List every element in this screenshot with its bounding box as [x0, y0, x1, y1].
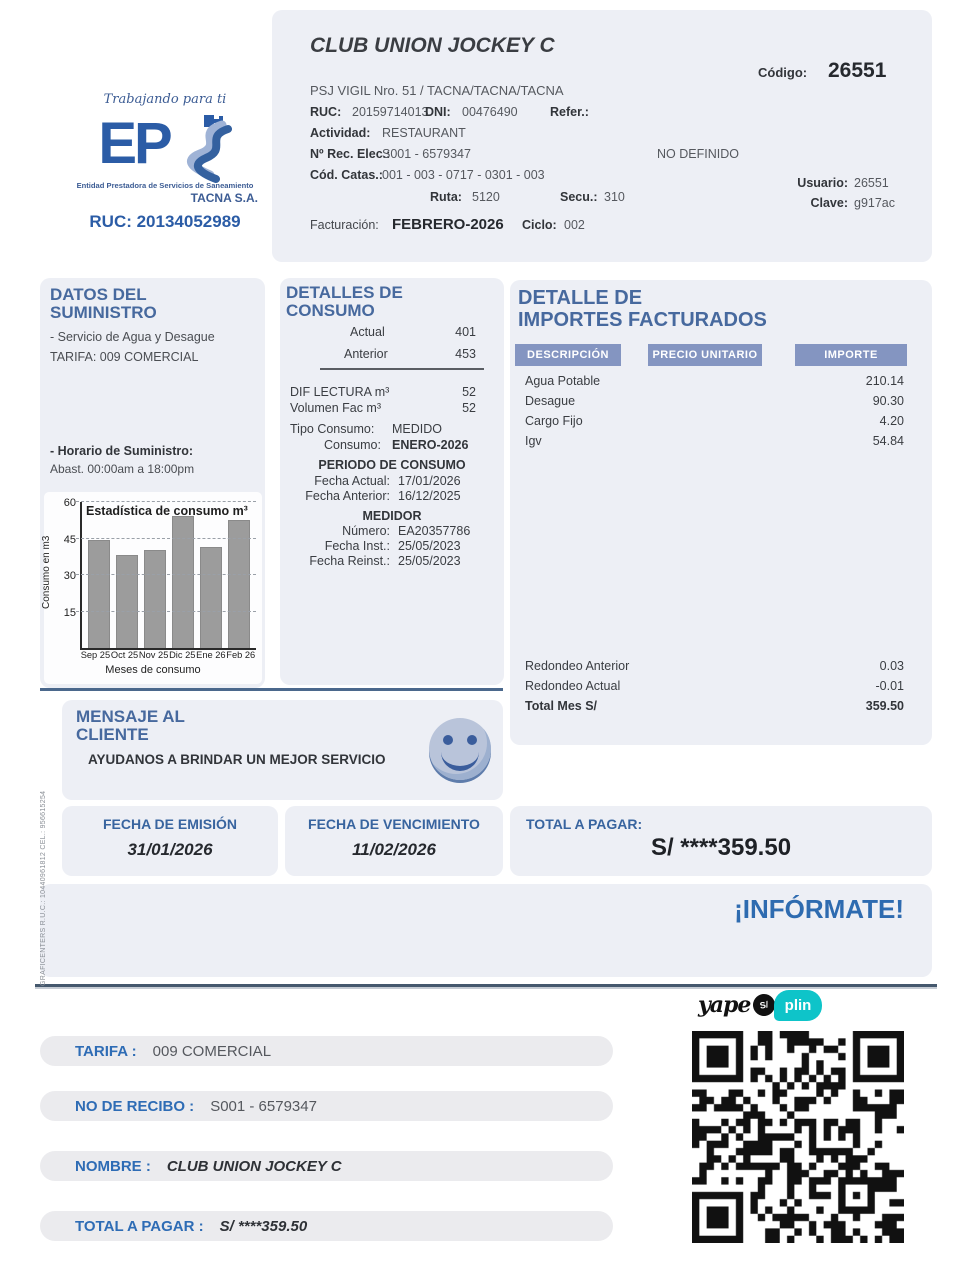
- brand-ruc: RUC: 20134052989: [89, 212, 241, 231]
- chart-y-tick-label: 30: [63, 570, 76, 582]
- printer-credit-text: GRAFICENTERS R.U.C.: 10440961812 CEL.: 956615254: [40, 790, 47, 986]
- smiley-face-icon: [429, 718, 491, 780]
- consumption-chart: [41, 492, 262, 684]
- footer-row-recibo: [40, 1091, 613, 1121]
- dif-value: 52: [462, 385, 476, 399]
- footer-row-value: 009 COMERCIAL: [152, 1042, 272, 1060]
- chart-ylabel: Consumo en m3: [41, 535, 52, 609]
- footer-row-value: CLUB UNION JOCKEY C: [166, 1157, 342, 1175]
- usuario-value: 26551: [854, 176, 889, 190]
- footer-row-label: TARIFA :: [75, 1042, 137, 1060]
- plin-logo-text: plin: [784, 997, 812, 1014]
- chart-bar-ene-26: [200, 547, 222, 648]
- redondeo-actual-label: Redondeo Actual: [525, 679, 621, 693]
- fecha-actual-value: 17/01/2026: [398, 474, 461, 488]
- smiley-mouth: [441, 744, 479, 771]
- yape-badge-icon: S/: [752, 992, 777, 1017]
- fecha-inst-value: 25/05/2023: [398, 539, 461, 553]
- eps-logo: [58, 109, 272, 187]
- brand-subtitle: Entidad Prestadora de Servicios de Saneamiento: [76, 181, 254, 190]
- chart-x-tick-label: Oct 25: [110, 650, 139, 660]
- footer-row-tarifa: [40, 1036, 613, 1066]
- ciclo-value: 002: [564, 218, 585, 232]
- fecha-emision-value: 31/01/2026: [127, 840, 213, 859]
- mensaje-text: AYUDANOS A BRINDAR UN MEJOR SERVICIO: [88, 752, 386, 767]
- tarifa-text: TARIFA: 009 COMERCIAL: [50, 350, 199, 364]
- no-definido-text: NO DEFINIDO: [657, 147, 739, 161]
- tipo-value: MEDIDO: [392, 422, 442, 436]
- footer-row-value: S001 - 6579347: [210, 1097, 317, 1115]
- redondeo-anterior-label: Redondeo Anterior: [525, 659, 630, 673]
- chart-bar-sep-25: [88, 540, 110, 648]
- col-header-importe: IMPORTE: [795, 344, 907, 366]
- fecha-vencimiento-panel: [285, 806, 503, 876]
- numero-label: Número:: [342, 524, 390, 538]
- yape-logo: [698, 992, 775, 1018]
- customer-address: PSJ VIGIL Nro. 51 / TACNA/TACNA/TACNA: [310, 83, 564, 98]
- eps-river-icon: [170, 109, 232, 190]
- rec-elec-value: S001 - 6579347: [382, 147, 471, 161]
- suministro-panel: [40, 278, 265, 688]
- cod-catas-value: 001 - 003 - 0717 - 0301 - 003: [382, 168, 545, 182]
- dif-label: DIF LECTURA m³: [290, 385, 390, 399]
- horario-value: Abast. 00:00am a 18:00pm: [50, 462, 195, 476]
- vol-label: Volumen Fac m³: [290, 401, 382, 415]
- chart-xlabel: Meses de consumo: [105, 664, 201, 676]
- consumo-panel: [280, 278, 504, 685]
- fecha-reinst-label: Fecha Reinst.:: [309, 554, 390, 568]
- table-row-value: 210.14: [865, 374, 904, 388]
- refer-label: Refer.:: [550, 105, 589, 119]
- table-row-label: Desague: [525, 394, 576, 408]
- total-a-pagar-panel: [510, 806, 932, 876]
- table-row-value: 54.84: [872, 434, 904, 448]
- eps-logo-block: [58, 92, 272, 232]
- cod-catas-label: Cód. Catas.:: [310, 168, 383, 182]
- anterior-label: Anterior: [344, 347, 388, 361]
- chart-bar-nov-25: [144, 550, 166, 648]
- chart-x-tick-labels: [80, 650, 256, 660]
- table-row-label: Cargo Fijo: [525, 414, 583, 428]
- total-mes-label: Total Mes S/: [525, 699, 598, 713]
- codigo-label: Código:: [758, 65, 808, 80]
- col-header-descripcion: DESCRIPCIÓN: [515, 344, 621, 366]
- informate-panel: [40, 884, 932, 977]
- consumo-mes-label: Consumo:: [324, 438, 381, 452]
- fecha-emision-label: FECHA DE EMISIÓN: [102, 816, 238, 832]
- fecha-vencimiento-label: FECHA DE VENCIMIENTO: [308, 816, 480, 832]
- ruc-label: RUC:: [310, 105, 342, 119]
- ruta-value: 5120: [472, 190, 500, 204]
- informate-text: ¡INFÓRMATE!: [734, 894, 904, 924]
- dni-label: DNI:: [425, 105, 451, 119]
- header-panel: [272, 10, 932, 262]
- chart-x-tick-label: Ene 26: [196, 650, 226, 660]
- anterior-value: 453: [455, 347, 476, 361]
- chart-x-tick-label: Dic 25: [169, 650, 196, 660]
- chart-x-tick-label: Feb 26: [226, 650, 256, 660]
- eps-logo-text: EP: [98, 111, 170, 176]
- footer-separator: [35, 984, 937, 987]
- fecha-anterior-value: 16/12/2025: [398, 489, 461, 503]
- medidor-title: MEDIDOR: [362, 509, 422, 523]
- footer-row-total: [40, 1211, 613, 1241]
- redondeo-anterior-value: 0.03: [879, 659, 904, 673]
- importes-title: DETALLE DE IMPORTES FACTURADOS: [518, 287, 767, 331]
- chart-plot-area: [63, 497, 256, 650]
- chart-y-tick-label: 15: [63, 606, 76, 619]
- payment-qr-code: [692, 1031, 904, 1243]
- horario-label: - Horario de Suministro:: [50, 444, 194, 458]
- ruc-value: 20159714013: [352, 105, 429, 119]
- clave-label: Clave:: [810, 196, 848, 210]
- customer-name: CLUB UNION JOCKEY C: [310, 34, 555, 57]
- chart-gridline: [76, 611, 256, 612]
- chart-bar-oct-25: [116, 555, 138, 648]
- table-row-value: 90.30: [872, 394, 904, 408]
- facturacion-label: Facturación:: [310, 218, 379, 232]
- clave-value: g917ac: [854, 196, 896, 210]
- ciclo-label: Ciclo:: [522, 218, 557, 232]
- footer-row-nombre: [40, 1151, 613, 1181]
- consumo-title: DETALLES DE CONSUMO: [286, 283, 403, 321]
- chart-y-tick-label: 45: [63, 533, 76, 546]
- footer-row-label: NO DE RECIBO :: [75, 1097, 195, 1115]
- footer-row-label: TOTAL A PAGAR :: [75, 1217, 204, 1235]
- yape-logo-text: yape: [698, 992, 751, 1018]
- periodo-title: PERIODO DE CONSUMO: [318, 458, 466, 472]
- footer-row-value: S/ ****359.50: [219, 1217, 308, 1235]
- fecha-inst-label: Fecha Inst.:: [324, 539, 390, 553]
- chart-bars: [82, 502, 256, 648]
- facturacion-value: FEBRERO-2026: [392, 216, 504, 233]
- total-a-pagar-label: TOTAL A PAGAR:: [526, 816, 643, 832]
- chart-gridline: [76, 574, 256, 575]
- actividad-value: RESTAURANT: [382, 126, 466, 140]
- mensaje-panel: [62, 700, 503, 800]
- suministro-title: DATOS DEL SUMINISTRO: [50, 285, 157, 323]
- chart-gridline: [76, 538, 256, 539]
- tipo-label: Tipo Consumo:: [290, 422, 375, 436]
- table-row-label: Igv: [525, 434, 542, 448]
- total-mes-value: 359.50: [865, 699, 904, 713]
- chart-gridline: [76, 501, 256, 502]
- total-a-pagar-value: S/ ****359.50: [650, 834, 792, 861]
- chart-x-tick-label: Sep 25: [80, 650, 111, 660]
- brand-slogan: Trabajando para ti: [103, 92, 227, 107]
- codigo-value: 26551: [828, 59, 887, 82]
- redondeo-actual-value: -0.01: [875, 679, 904, 693]
- mensaje-title: MENSAJE AL CLIENTE: [76, 707, 185, 745]
- fecha-reinst-value: 25/05/2023: [398, 554, 461, 568]
- servicio-text: - Servicio de Agua y Desague: [50, 330, 215, 344]
- fecha-emision-panel: [62, 806, 278, 876]
- actual-label: Actual: [350, 325, 385, 339]
- consumo-mes-value: ENERO-2026: [392, 438, 469, 452]
- ruta-label: Ruta:: [430, 190, 462, 204]
- fecha-vencimiento-value: 11/02/2026: [352, 840, 436, 859]
- brand-company: TACNA S.A.: [190, 191, 258, 205]
- secu-label: Secu.:: [560, 190, 598, 204]
- rec-elec-label: Nº Rec. Elec.:: [310, 147, 391, 161]
- actual-value: 401: [455, 325, 476, 339]
- table-row-label: Agua Potable: [525, 374, 601, 388]
- chart-y-tick-label: 60: [63, 497, 76, 509]
- lectura-divider: [320, 368, 484, 370]
- chart-x-tick-label: Nov 25: [138, 650, 169, 660]
- footer-row-label: NOMBRE :: [75, 1157, 151, 1175]
- fecha-actual-label: Fecha Actual:: [314, 474, 390, 488]
- chart-bar-feb-26: [228, 520, 250, 648]
- importes-panel: [510, 280, 932, 745]
- usuario-label: Usuario:: [797, 176, 848, 190]
- fecha-anterior-label: Fecha Anterior:: [305, 489, 390, 503]
- table-row-value: 4.20: [879, 414, 904, 428]
- secu-value: 310: [604, 190, 625, 204]
- actividad-label: Actividad:: [310, 126, 371, 140]
- vol-value: 52: [462, 401, 476, 415]
- panel-underline: [40, 688, 503, 691]
- plin-logo: [774, 990, 822, 1021]
- numero-value: EA20357786: [398, 524, 471, 538]
- dni-value: 00476490: [462, 105, 518, 119]
- chart-title: Estadística de consumo m³: [86, 504, 248, 518]
- chart-bar-dic-25: [172, 516, 194, 648]
- col-header-precio-unitario: PRECIO UNITARIO: [648, 344, 762, 366]
